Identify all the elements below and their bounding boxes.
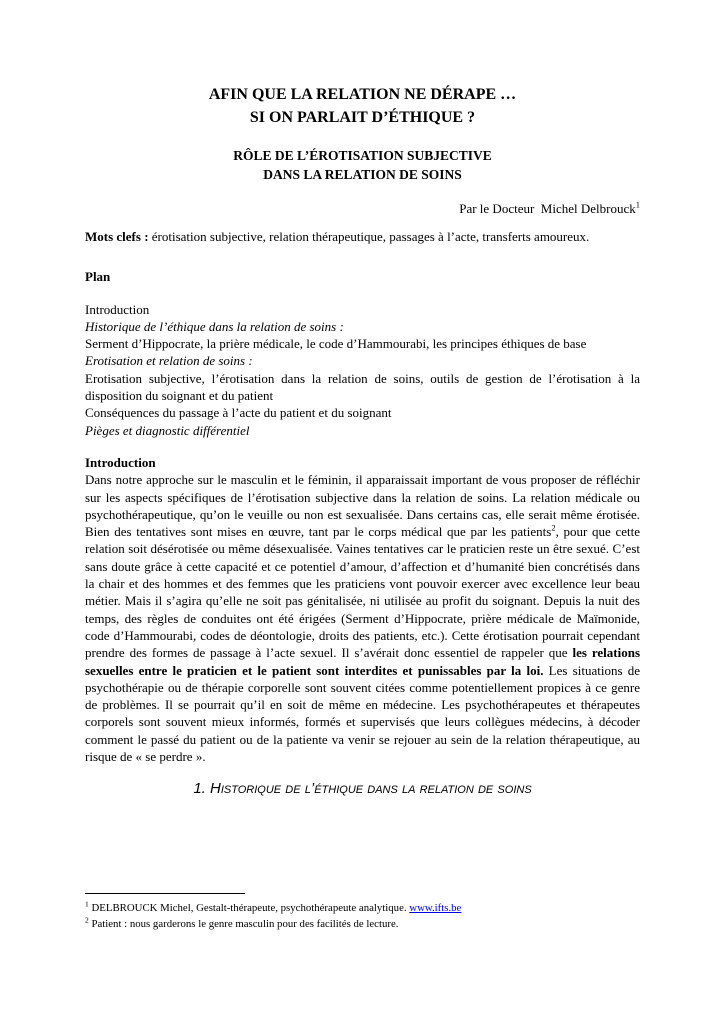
byline-footnote-ref: 1 [635, 199, 640, 210]
footnote-ref-2: 2 [551, 522, 556, 533]
footnote-2-text: Patient : nous garderons le genre masculin pour des facilités de lecture. [91, 918, 399, 931]
plan-item-erotisation-subjective: Erotisation subjective, l’érotisation dans la relation de soins, outils de gestion de l’érotisation à la disposition du soignant et du patient [85, 370, 640, 404]
plan-item-historique: Historique de l’éthique dans la relation de soins : [85, 318, 344, 334]
document-subtitle [85, 146, 640, 184]
footnote-2-ref: 2 [85, 915, 89, 925]
plan-outline [85, 301, 640, 439]
intro-text-part3: Les situations de psychothérapie ou de thérapie corporelle sont souvent citées comme potentiellement propices à ce genre de problèmes. Il se pourrait qu’il en soit de même en médecine. Les psychothérapeutes et thérapeutes corporels sont souvent mieux informés, formés et supervisés que leurs collègues médecins, à décoder comment le passé du patient ou de la patiente va venir se rejouer au sein de la relation thérapeutique, au risque de « se perdre ». [85, 662, 640, 765]
author-byline [85, 200, 640, 217]
introduction-heading: Introduction [85, 454, 156, 470]
title-line-1: AFIN QUE LA RELATION NE DÉRAPE … [208, 86, 517, 103]
introduction-paragraph [85, 471, 640, 765]
plan-item-pieges: Pièges et diagnostic différentiel [85, 422, 250, 438]
subtitle-line-2: DANS LA RELATION DE SOINS [263, 167, 462, 182]
keywords-text: érotisation subjective, relation thérapeutique, passages à l’acte, transferts amoureux. [148, 229, 590, 244]
document-title [85, 84, 640, 129]
keywords-paragraph [85, 228, 640, 245]
byline-text: Par le Docteur Michel Delbrouck [459, 201, 636, 216]
title-line-2: SI ON PARLAIT D’ÉTHIQUE ? [249, 108, 476, 126]
plan-heading: Plan [85, 269, 111, 285]
intro-bold-statement: les relations sexuelles entre le praticien et le patient sont interdites et punissables par la loi. [85, 645, 641, 678]
ifts-link[interactable]: www.ifts.be [409, 902, 462, 914]
plan-item-erotisation-relation: Erotisation et relation de soins : [85, 353, 253, 369]
footnote-1 [85, 900, 640, 916]
plan-item-introduction: Introduction [85, 301, 150, 317]
footnotes-section [85, 893, 640, 932]
section-1-heading [85, 779, 640, 799]
footnote-separator [85, 893, 245, 894]
footnote-1-ref: 1 [85, 899, 89, 909]
plan-item-consequences: Conséquences du passage à l’acte du patient et du soignant [85, 405, 392, 421]
subtitle-line-1: RÔLE DE L’ÉROTISATION SUBJECTIVE [233, 148, 492, 163]
intro-text-part1: Dans notre approche sur le masculin et le féminin, il apparaissait important de vous proposer de réfléchir sur les aspects spécifiques de l’érotisation subjective dans la relation de soins. La relation médicale ou psychothérapeutique, qu’on le veuille ou non est sexualisée. Dans certains cas, elle serait même érotisée. Bien des tentatives sont mises en œuvre, tant par le corps médical que par les patients [85, 472, 640, 540]
footnote-2 [85, 916, 640, 932]
footnote-1-text: DELBROUCK Michel, Gestalt-thérapeute, psychothérapeute analytique. [91, 902, 410, 914]
page-content [85, 0, 640, 799]
plan-item-serment: Serment d’Hippocrate, la prière médicale, le code d’Hammourabi, les principes éthiques de base [85, 336, 587, 352]
section-title: Historique de l’éthique dans la relation de soins [210, 780, 532, 798]
section-number: 1. [193, 780, 206, 798]
intro-text-part2: , pour que cette relation soit désérotisée ou même désexualisée. Vaines tentatives car le praticien reste un être sexué. C’est sans doute grâce à cette capacité et ce potentiel d’amour, d’affection et d’humanité bien concrétisés dans la chair et des hommes et des femmes que les praticiens vont pouvoir exercer avec excellence leur beau métier. Mais il s’agira qu’elle ne soit pas génitalisée, ni utilisée au profit du soignant. Depuis la nuit des temps, des règles de conduites ont été érigées (Serment d’Hippocrate, prière médicale de Maïmonide, code d’Hammourabi, codes de déontologie, droits des patients, etc.). Cette érotisation pourrait cependant prendre des formes de passage à l’acte sexuel. Il s’avérait donc essentiel de rappeler que [85, 524, 641, 661]
keywords-label: Mots clefs : [85, 229, 149, 244]
